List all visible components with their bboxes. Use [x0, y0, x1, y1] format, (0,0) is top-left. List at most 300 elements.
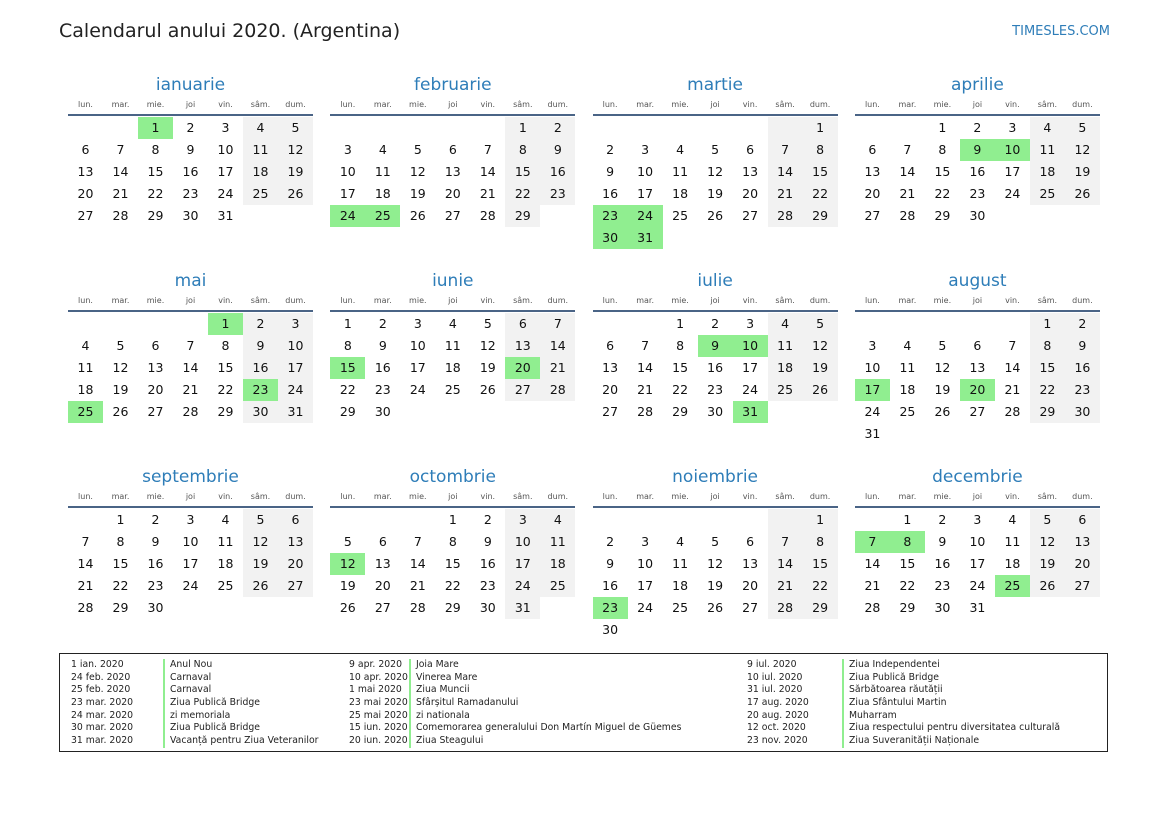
month-mai: [68, 270, 313, 466]
day-cell: 3: [1008, 120, 1017, 135]
day-cell: 20: [278, 553, 313, 575]
day-cell: 21: [112, 186, 129, 201]
day-cell: 18: [217, 556, 234, 571]
weekday-label: mar.: [373, 492, 392, 501]
empty-cell: [768, 509, 803, 531]
day-cell: 29: [803, 597, 838, 619]
day-cell: 30: [374, 404, 391, 419]
day-cell: 4: [221, 512, 230, 527]
day-cell: 2: [938, 512, 947, 527]
day-cell: 18: [540, 553, 575, 575]
weekday-label: vin.: [218, 100, 233, 109]
day-cell: 24: [182, 578, 199, 593]
weekday-label: mie.: [671, 296, 689, 305]
holiday-day-cell: 17: [855, 379, 890, 401]
holiday-date: 23 mai 2020: [349, 697, 408, 709]
month-name: noiembrie: [672, 467, 759, 487]
day-cell: 6: [973, 338, 982, 353]
day-cell: 28: [637, 404, 654, 419]
day-cell: 26: [409, 208, 426, 223]
weekday-label: mar.: [111, 492, 130, 501]
day-cell: 22: [217, 382, 234, 397]
day-cell: 28: [479, 208, 496, 223]
weekday-label: joi: [448, 100, 458, 109]
empty-cell: [663, 509, 698, 531]
day-cell: 14: [409, 556, 426, 571]
day-cell: 1: [505, 117, 540, 139]
day-cell: 13: [864, 164, 881, 179]
day-cell: 12: [1030, 531, 1065, 553]
day-cell: 9: [483, 534, 492, 549]
holiday-name: Anul Nou: [163, 659, 212, 672]
months-grid: [68, 74, 1100, 662]
day-cell: 28: [864, 600, 881, 615]
day-cell: 8: [803, 139, 838, 161]
empty-cell: [593, 313, 628, 335]
day-cell: 8: [938, 142, 947, 157]
day-cell: 9: [606, 164, 615, 179]
day-cell: 24: [217, 186, 234, 201]
day-cell: 19: [112, 382, 129, 397]
holiday-day-cell: 1: [138, 117, 173, 139]
holiday-row: [71, 722, 318, 735]
day-cell: 18: [444, 360, 461, 375]
day-cell: 21: [864, 578, 881, 593]
day-cell: 14: [540, 335, 575, 357]
day-cell: 24: [637, 600, 654, 615]
weekday-label: dum.: [547, 100, 569, 109]
empty-cell: [995, 313, 1030, 335]
days-grid: [855, 509, 1100, 619]
weekday-label: mie.: [933, 296, 952, 305]
day-cell: 21: [637, 382, 654, 397]
weekday-label: vin.: [480, 296, 496, 305]
day-cell: 3: [868, 338, 877, 353]
day-cell: 17: [278, 357, 313, 379]
day-cell: 7: [81, 534, 90, 549]
day-cell: 19: [803, 357, 838, 379]
month-name: august: [948, 271, 1007, 291]
day-cell: 4: [243, 117, 278, 139]
day-cell: 29: [339, 404, 356, 419]
weekday-label: vin.: [218, 492, 233, 501]
empty-cell: [855, 117, 890, 139]
holiday-day-cell: 9: [960, 139, 995, 161]
holiday-name: Ziua Publică Bridge: [163, 697, 260, 710]
weekday-header: [330, 96, 575, 116]
day-cell: 5: [243, 509, 278, 531]
days-grid: [855, 117, 1100, 227]
weekday-header: [593, 292, 838, 312]
day-cell: 10: [969, 534, 986, 549]
day-cell: 17: [505, 553, 540, 575]
day-cell: 7: [768, 139, 803, 161]
day-cell: 16: [602, 186, 619, 201]
day-cell: 16: [1065, 357, 1100, 379]
holiday-name: Ziua Publică Bridge: [842, 672, 939, 685]
day-cell: 30: [182, 208, 199, 223]
day-cell: 15: [803, 161, 838, 183]
holiday-day-cell: 23: [243, 379, 278, 401]
day-cell: 23: [707, 382, 724, 397]
day-cell: 11: [1030, 139, 1065, 161]
day-cell: 5: [1030, 509, 1065, 531]
day-cell: 17: [742, 360, 759, 375]
weekday-label: lun.: [602, 492, 618, 501]
day-cell: 11: [217, 534, 234, 549]
day-cell: 2: [483, 512, 492, 527]
day-cell: 6: [378, 534, 387, 549]
holiday-row: [747, 710, 1060, 723]
day-cell: 6: [505, 313, 540, 335]
weekday-label: joi: [710, 296, 720, 305]
weekday-label: sâm.: [1037, 492, 1058, 501]
holiday-day-cell: 10: [733, 335, 768, 357]
day-cell: 18: [768, 357, 803, 379]
day-cell: 30: [602, 622, 619, 637]
day-cell: 15: [147, 164, 164, 179]
empty-cell: [733, 117, 768, 139]
weekday-label: vin.: [1005, 492, 1020, 501]
holidays-list: [59, 653, 1108, 752]
holiday-row: [71, 672, 318, 685]
weekday-label: sâm.: [775, 492, 795, 501]
day-cell: 23: [1065, 379, 1100, 401]
day-cell: 4: [1030, 117, 1065, 139]
month-ianuarie: [68, 74, 313, 270]
month-name: septembrie: [142, 467, 239, 487]
day-cell: 25: [217, 578, 234, 593]
weekday-label: vin.: [480, 492, 496, 501]
day-cell: 30: [1065, 401, 1100, 423]
day-cell: 24: [505, 575, 540, 597]
day-cell: 4: [448, 316, 457, 331]
day-cell: 27: [969, 404, 986, 419]
day-cell: 8: [803, 531, 838, 553]
day-cell: 23: [479, 578, 496, 593]
weekday-label: mar.: [373, 100, 392, 109]
day-cell: 10: [637, 164, 654, 179]
day-cell: 15: [934, 164, 951, 179]
day-cell: 20: [742, 186, 759, 201]
weekday-label: mie.: [409, 100, 427, 109]
days-grid: [68, 117, 313, 227]
day-cell: 22: [899, 578, 916, 593]
weekday-label: sâm.: [250, 492, 271, 501]
empty-cell: [470, 117, 505, 139]
day-cell: 22: [147, 186, 164, 201]
day-cell: 9: [1065, 335, 1100, 357]
month-decembrie: [855, 466, 1100, 662]
day-cell: 26: [707, 208, 724, 223]
day-cell: 23: [540, 183, 575, 205]
day-cell: 11: [444, 338, 461, 353]
weekday-label: dum.: [809, 492, 831, 501]
day-cell: 31: [864, 426, 881, 441]
day-cell: 11: [374, 164, 391, 179]
day-cell: 16: [602, 578, 619, 593]
day-cell: 18: [77, 382, 94, 397]
day-cell: 18: [1004, 556, 1021, 571]
day-cell: 11: [540, 531, 575, 553]
holiday-row: [349, 735, 681, 748]
page-title: Calendarul anului 2020. (Argentina): [59, 20, 401, 42]
day-cell: 16: [243, 357, 278, 379]
empty-cell: [330, 117, 365, 139]
holiday-date: 9 apr. 2020: [349, 659, 403, 670]
day-cell: 14: [1004, 360, 1021, 375]
day-cell: 5: [343, 534, 352, 549]
day-cell: 5: [938, 338, 947, 353]
day-cell: 12: [278, 139, 313, 161]
day-cell: 9: [243, 335, 278, 357]
weekday-label: sâm.: [1037, 100, 1058, 109]
holiday-day-cell: 8: [890, 531, 925, 553]
day-cell: 12: [112, 360, 129, 375]
day-cell: 24: [1004, 186, 1021, 201]
day-cell: 17: [339, 186, 356, 201]
day-cell: 20: [444, 186, 461, 201]
day-cell: 2: [606, 142, 615, 157]
weekday-label: mie.: [933, 100, 952, 109]
day-cell: 29: [1030, 401, 1065, 423]
day-cell: 1: [343, 316, 352, 331]
holiday-date: 15 iun. 2020: [349, 722, 408, 734]
day-cell: 26: [339, 600, 356, 615]
holiday-day-cell: 15: [330, 357, 365, 379]
day-cell: 12: [934, 360, 951, 375]
weekday-label: joi: [448, 296, 458, 305]
day-cell: 3: [505, 509, 540, 531]
day-cell: 8: [221, 338, 230, 353]
month-martie: [593, 74, 838, 270]
holiday-row: [349, 722, 681, 735]
weekday-label: dum.: [285, 492, 306, 501]
empty-cell: [138, 313, 173, 335]
day-cell: 7: [483, 142, 492, 157]
day-cell: 28: [899, 208, 916, 223]
day-cell: 19: [409, 186, 426, 201]
day-cell: 21: [479, 186, 496, 201]
day-cell: 9: [151, 534, 160, 549]
day-cell: 27: [374, 600, 391, 615]
month-noiembrie: [593, 466, 838, 662]
weekday-label: mie.: [671, 492, 689, 501]
holiday-row: [747, 735, 1060, 748]
day-cell: 16: [182, 164, 199, 179]
day-cell: 15: [112, 556, 129, 571]
day-cell: 19: [707, 578, 724, 593]
empty-cell: [365, 117, 400, 139]
empty-cell: [855, 313, 890, 335]
day-cell: 10: [505, 531, 540, 553]
empty-cell: [698, 117, 733, 139]
day-cell: 25: [899, 404, 916, 419]
weekday-label: mar.: [636, 492, 654, 501]
weekday-header: [330, 292, 575, 312]
days-grid: [330, 509, 575, 619]
day-cell: 28: [182, 404, 199, 419]
weekday-label: joi: [185, 100, 196, 109]
day-cell: 9: [186, 142, 195, 157]
month-iunie: [330, 270, 575, 466]
weekday-label: mie.: [409, 492, 427, 501]
weekday-label: vin.: [742, 296, 758, 305]
day-cell: 2: [1065, 313, 1100, 335]
holiday-row: [747, 672, 1060, 685]
day-cell: 17: [409, 360, 426, 375]
day-cell: 14: [637, 360, 654, 375]
holiday-day-cell: 31: [733, 401, 768, 423]
day-cell: 31: [969, 600, 986, 615]
day-cell: 3: [641, 142, 650, 157]
empty-cell: [628, 313, 663, 335]
weekday-label: mar.: [898, 296, 917, 305]
day-cell: 21: [768, 575, 803, 597]
day-cell: 26: [1065, 183, 1100, 205]
holiday-row: [349, 659, 681, 672]
day-cell: 29: [112, 600, 129, 615]
holiday-day-cell: 25: [365, 205, 400, 227]
holiday-name: Ziua Steagului: [409, 735, 483, 748]
day-cell: 4: [768, 313, 803, 335]
weekday-label: mar.: [898, 100, 917, 109]
weekday-label: joi: [448, 492, 458, 501]
day-cell: 13: [77, 164, 94, 179]
day-cell: 8: [505, 139, 540, 161]
empty-cell: [855, 509, 890, 531]
days-grid: [593, 313, 838, 423]
holiday-name: Joia Mare: [409, 659, 459, 672]
weekday-label: dum.: [809, 296, 831, 305]
month-name: iunie: [432, 271, 474, 291]
site-link[interactable]: TIMESLES.COM: [1012, 24, 1110, 39]
holiday-day-cell: 31: [628, 227, 663, 249]
holiday-name: Ziua Suveranității Naționale: [842, 735, 979, 748]
day-cell: 7: [116, 142, 125, 157]
day-cell: 24: [864, 404, 881, 419]
day-cell: 29: [217, 404, 234, 419]
day-cell: 16: [540, 161, 575, 183]
day-cell: 5: [278, 117, 313, 139]
day-cell: 2: [606, 534, 615, 549]
day-cell: 2: [243, 313, 278, 335]
day-cell: 20: [374, 578, 391, 593]
day-cell: 6: [448, 142, 457, 157]
weekday-label: joi: [710, 492, 720, 501]
day-cell: 7: [186, 338, 195, 353]
day-cell: 13: [147, 360, 164, 375]
holiday-date: 31 iul. 2020: [747, 684, 803, 696]
day-cell: 2: [711, 316, 720, 331]
day-cell: 15: [217, 360, 234, 375]
month-name: aprilie: [950, 75, 1004, 95]
holiday-name: Vinerea Mare: [409, 672, 477, 685]
day-cell: 6: [746, 534, 755, 549]
day-cell: 20: [864, 186, 881, 201]
day-cell: 24: [278, 379, 313, 401]
day-cell: 22: [672, 382, 689, 397]
day-cell: 3: [641, 534, 650, 549]
day-cell: 9: [938, 534, 947, 549]
holiday-day-cell: 10: [995, 139, 1030, 161]
month-name: decembrie: [932, 467, 1023, 487]
holiday-row: [747, 697, 1060, 710]
day-cell: 18: [374, 186, 391, 201]
day-cell: 6: [606, 338, 615, 353]
weekday-label: mie.: [933, 492, 952, 501]
holiday-name: Sărbătoarea răutății: [842, 684, 943, 697]
day-cell: 22: [1030, 379, 1065, 401]
day-cell: 29: [444, 600, 461, 615]
day-cell: 3: [278, 313, 313, 335]
day-cell: 5: [711, 142, 720, 157]
day-cell: 20: [147, 382, 164, 397]
holiday-name: Comemorarea generalului Don Martín Miguel de Güemes: [409, 722, 681, 735]
day-cell: 18: [243, 161, 278, 183]
day-cell: 1: [938, 120, 947, 135]
holiday-date: 31 mar. 2020: [71, 735, 134, 747]
holiday-date: 20 aug. 2020: [747, 709, 809, 721]
weekday-label: mar.: [636, 100, 654, 109]
day-cell: 22: [112, 578, 129, 593]
empty-cell: [960, 313, 995, 335]
day-cell: 19: [1065, 161, 1100, 183]
day-cell: 27: [278, 575, 313, 597]
holiday-row: [349, 684, 681, 697]
day-cell: 17: [637, 186, 654, 201]
holiday-date: 30 mar. 2020: [71, 722, 134, 734]
weekday-label: mar.: [898, 492, 917, 501]
holiday-name: Vacanță pentru Ziua Veteranilor: [163, 735, 318, 748]
day-cell: 24: [409, 382, 426, 397]
day-cell: 22: [934, 186, 951, 201]
day-cell: 6: [1065, 509, 1100, 531]
day-cell: 1: [903, 512, 912, 527]
weekday-label: sâm.: [250, 296, 271, 305]
day-cell: 23: [969, 186, 986, 201]
holiday-day-cell: 24: [330, 205, 365, 227]
day-cell: 23: [374, 382, 391, 397]
month-name: februarie: [414, 75, 492, 95]
day-cell: 15: [505, 161, 540, 183]
weekday-label: mar.: [636, 296, 654, 305]
month-name: octombrie: [409, 467, 496, 487]
day-cell: 27: [444, 208, 461, 223]
weekday-header: [68, 96, 313, 116]
day-cell: 31: [217, 208, 234, 223]
day-cell: 14: [182, 360, 199, 375]
days-grid: [855, 313, 1100, 445]
day-cell: 15: [899, 556, 916, 571]
day-cell: 1: [803, 509, 838, 531]
weekday-label: mar.: [111, 296, 130, 305]
day-cell: 28: [1004, 404, 1021, 419]
holiday-name: Carnaval: [163, 684, 211, 697]
empty-cell: [925, 313, 960, 335]
day-cell: 25: [540, 575, 575, 597]
holiday-name: Sfârșitul Ramadanului: [409, 697, 518, 710]
day-cell: 12: [803, 335, 838, 357]
holiday-date: 1 mai 2020: [349, 684, 402, 696]
empty-cell: [663, 117, 698, 139]
empty-cell: [173, 313, 208, 335]
day-cell: 4: [378, 142, 387, 157]
day-cell: 13: [969, 360, 986, 375]
day-cell: 27: [864, 208, 881, 223]
empty-cell: [435, 117, 470, 139]
day-cell: 5: [483, 316, 492, 331]
